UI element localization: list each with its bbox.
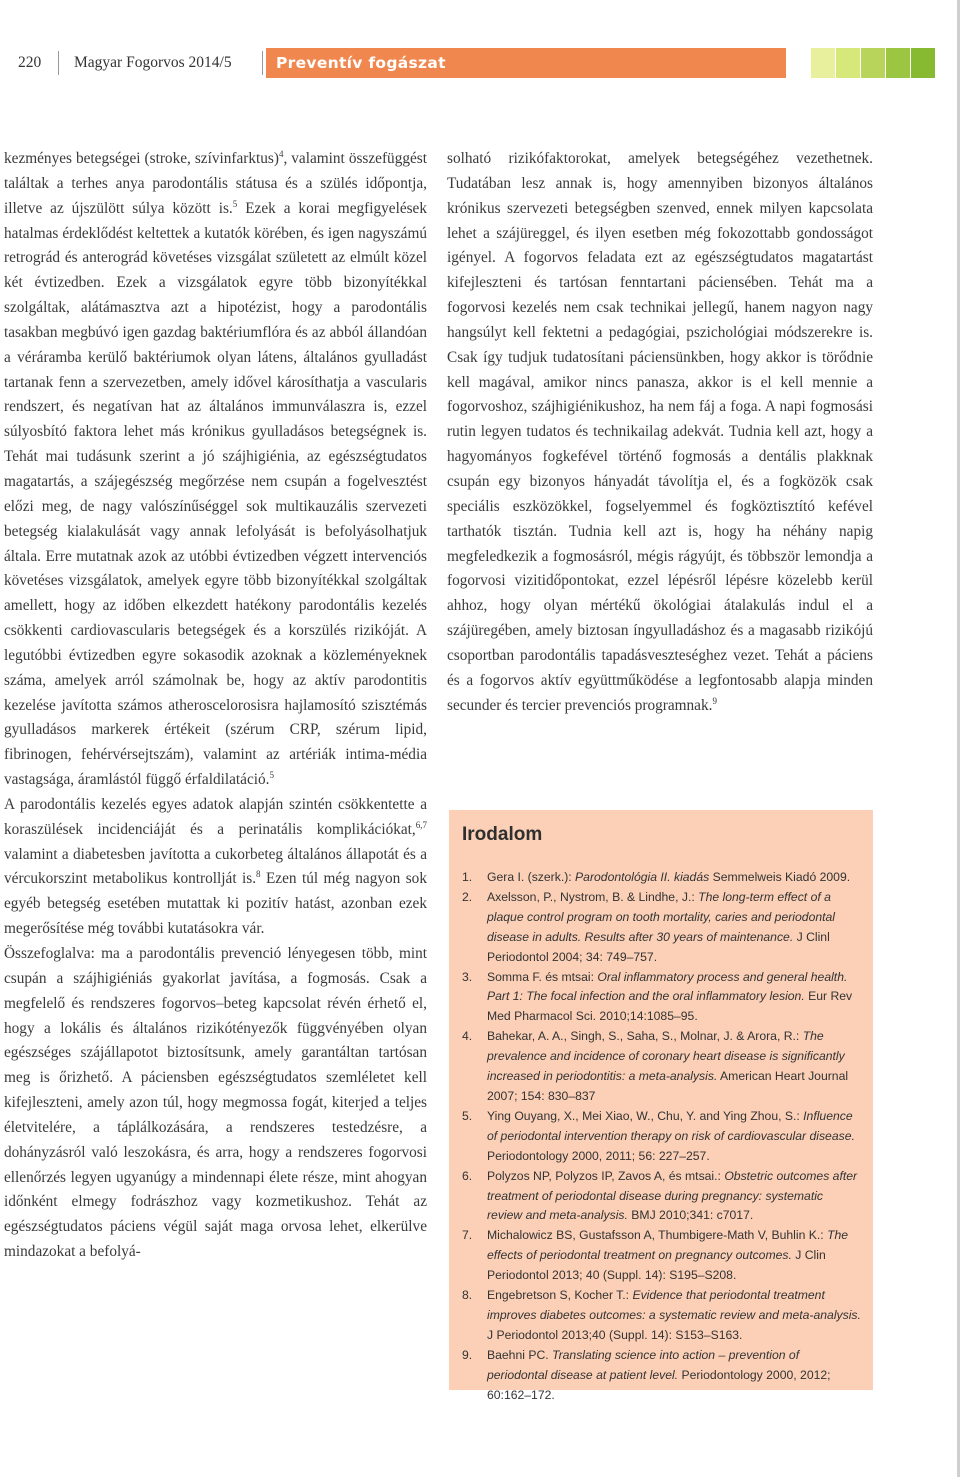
- reference-source: Semmelweis Kiadó 2009.: [709, 870, 851, 884]
- reference-authors: Axelsson, P., Nystrom, B. & Lindhe, J.:: [487, 889, 699, 904]
- reference-authors: Baehni PC.: [487, 1347, 553, 1362]
- reference-item: [462, 1027, 861, 1107]
- text-run: solható rizikófaktorokat, amelyek betegségéhez vezethetnek. Tudatában lesz annak is, hogy amennyiben bizonyos általános krónikus szervezeti betegségben szenved, ennek milyen kapcsolata lehet a szájüreggel, és ilyen esetben még fokozottabb gondosságot igényel. A fogorvos feladata ezt az egészségtudatos magatartást kifejleszteni és tartósan fenntartani páciensében. Tehát ma a fogorvosi kezelés nem csak technikai jellegű, hanem nagyon nagy hangsúlyt kell fektetni a pedagógiai, pszichológiai módszerekre is. Csak így tudjuk tudatosítani páciensünkben, hogy akkor is törődnie kell magával, amikor nincs panasza, akkor is el kell mennie a fogorvoshoz, szájhigiénikushoz, ha nem fáj a foga. A napi fogmosási rutin legyen tudatos és technikailag adekvát. Tudnia kell azt, hogy a hagyományos fogkefével történő fogmosás a dentális plakknak csupán egy bizonyos hányadát távolítja el, és a fogközök csak speciális eszközökkel, fogselyemmel és fogköztisztító kefével tarthatók tisztán. Tudnia kell azt is, hogy ha néhány napig megfeledkezik a fogmosásról, mégis rágyújt, és többször lemondja a fogorvosi vizitidőpontokat, ezzel lépésről lépésre közelebb kerül ahhoz, hogy olyan mértékű ökológiai átalakulás indul el a szájüregében, amely biztosan íngyulladáshoz és a magasabb rizikójú csoportban parodontális tapadásveszteséghez vezet. Tehát a páciens és a fogorvos aktív együttműködése a legfontosabb alapja minden secunder és tercier prevenciós programnak.: [447, 150, 873, 714]
- reference-authors: Somma F. és mtsai:: [487, 969, 598, 984]
- reference-item: [462, 888, 861, 968]
- citation: 6,7: [415, 819, 427, 830]
- reference-source: Periodontology 2000, 2011; 56: 227–257.: [487, 1148, 710, 1163]
- color-swatch: [836, 48, 860, 78]
- journal-title: Magyar Fogorvos 2014/5: [74, 54, 232, 71]
- reference-number: 5.: [462, 1108, 473, 1123]
- page-header: [0, 48, 960, 78]
- reference-item: [462, 868, 861, 888]
- section-title: Preventív fogászat: [266, 48, 786, 78]
- reference-authors: Polyzos NP, Polyzos IP, Zavos A, és mtsai.:: [487, 1168, 725, 1183]
- reference-item: [462, 1226, 861, 1286]
- body-paragraph: [4, 793, 427, 942]
- text-run: Ezen túl még nagyon sok egyéb betegség esetében mutattak ki pozitív hatást, azonban ezek megerősítése még további kutatásokra vár.: [4, 870, 427, 938]
- color-swatch: [811, 48, 835, 78]
- reference-authors: Ying Ouyang, X., Mei Xiao, W., Chu, Y. and Ying Zhou, S.:: [487, 1108, 804, 1123]
- reference-source: J Clin Periodontol 2013; 40 (Suppl. 14): S195–S208.: [487, 1248, 826, 1283]
- reference-title: Influence of periodontal intervention therapy on risk of cardiovascular disease.: [487, 1108, 855, 1143]
- reference-authors: Michalowicz BS, Gustafsson A, Thumbigere-Math V, Buhlin K.:: [487, 1228, 828, 1243]
- citation: 9: [712, 695, 717, 706]
- references-title: Irodalom: [462, 824, 543, 845]
- citation: 4: [278, 149, 284, 159]
- citation: 5: [232, 198, 238, 209]
- right-text-column: [447, 147, 873, 718]
- reference-title: Obstetric outcomes after treatment of periodontal disease during pregnancy: systematic review and meta-analysis.: [487, 1168, 858, 1223]
- reference-number: 7.: [462, 1228, 473, 1243]
- reference-source: BMJ 2010;341: c7017.: [627, 1208, 754, 1223]
- text-run: valamint a diabetesben javította a cukorbeteg általános állapotát és a vércukorszint metabolikus kontrollját is.: [4, 845, 427, 888]
- reference-source: J Periodontol 2013;40 (Suppl. 14): S153–S163.: [487, 1327, 743, 1342]
- reference-number: 6.: [462, 1168, 473, 1183]
- reference-title: Oral inflammatory process and general health. Part 1: The focal infection and the oral inflammatory lesion.: [487, 969, 848, 1004]
- body-paragraph: [4, 147, 427, 793]
- text-run: kezményes betegségei (stroke, szívinfarktus): [4, 150, 279, 167]
- text-run: , valamint összefüggést találtak a terhes anya parodontális státusa és a szülés időpontja, illetve az újszülött súlya között is.: [4, 150, 427, 217]
- reference-source: Periodontology 2000, 2012; 60:162–172.: [487, 1367, 831, 1402]
- citation: 8: [256, 869, 261, 880]
- text-run: A parodontális kezelés egyes adatok alapján szintén csökkentette a koraszülések incidenciáját és a perinatális komplikációkat,: [4, 795, 427, 838]
- references-box: [449, 810, 873, 1402]
- header-divider: [58, 51, 59, 75]
- text-run: Ezek a korai megfigyelések hatalmas érdeklődést keltettek a kutatók körében, és igen nagyszámú retrográd és anterográd követéses vizsgálat született az elmúlt közel két évtizedben. Ezek a vizsgálatok egyre több bizonyítékkal szolgáltak, alátámasztva azt a hipotézist, hogy a parodontális tasakban megbúvó igen gazdag baktériumflóra és az abból állandóan a véráramba kerülő baktériumok olyan látens, általános gyulladást tartanak fenn a szervezetben, amely idővel károsíthatja a vascularis rendszert, és negatívan hat az általános immunválaszra is, ezzel súlyosbító faktora lehet más krónikus gyulladásos betegségnek is. Tehát mai tudásunk szerint a jó szájhigiénia, az egészségtudatos magatartás, a szájegészség megőrzése nem csupán a fogelvesztést előzi meg, de nagy valószínűséggel sok multikauzális szervezeti betegség kialakulását vagy annak lefolyását is befolyásolhatjuk általa. Erre mutatnak azok az utóbbi évtizedben végzett intervenciós követéses vizsgálatok, amelyek egyre több bizonyítékkal szolgáltak amellett, hogy az időben elkezdett hatékony parodontális kezelés csökkenti cardiovascularis betegségek és a korszülés rizikóját. A legutóbbi évtizedben egyre sokasodik azoknak a közleményeknek száma, amelyek arról számolnak be, hogy az aktív parodontitis kezelése javította számos atheroscelorosisra hajlamosító szisztémás gyulladásos markerek értékeit (szérum CRP, szérum lipid, fibrinogen, fehérvérsejtszám), valamint az artériák intima-média vastagsága, áramlástól függő érfaldilatáció.: [4, 199, 427, 789]
- reference-item: [462, 1346, 861, 1406]
- reference-number: 8.: [462, 1288, 473, 1303]
- reference-source: American Heart Journal 2007; 154: 830–837: [487, 1069, 849, 1103]
- reference-item: [462, 1167, 861, 1227]
- reference-title: The long-term effect of a plaque control program on tooth mortality, caries and periodontal disease in adults. Results after 30 years of maintenance.: [487, 889, 835, 944]
- reference-title: Translating science into action – prevention of periodontal disease at patient level.: [487, 1347, 800, 1382]
- reference-number: 3.: [462, 969, 473, 984]
- page-number: 220: [18, 54, 42, 71]
- reference-source: J Clinl Periodontol 2004; 34: 749–757.: [487, 929, 830, 964]
- reference-authors: Engebretson S, Kocher T.:: [487, 1288, 633, 1303]
- body-paragraph: Összefoglalva: ma a parodontális prevenció lényegesen több, mint csupán a szájhigiéniás gyakorlat javítása, a fogmosás. Csak a megfelelő és rendszeres fogorvos–beteg kapcsolat révén érhető el, hogy a lokális és általános rizikótényezők függvényében olyan egészséges szájállapotot biztosítsunk, amely garantáltan tartósan meg is őrizhető. A páciensben egészségtudatos szemléletet kell kifejleszteni, amely azon túl, hogy megmossa fogát, kiterjed a teljes életvitelére, a táplálkozására, a rendszeres testedzésre, a dohányzásról való leszokásra, és arra, hogy a rendszeres fogorvosi ellenőrzés legyen ugyanúgy a mindennapi élete része, mint ahogyan időnként elmegy fodrászhoz vagy kozmetikushoz. Tehát az egészségtudatos páciens végül saját maga orvosa lehet, elkerülve mindazokat a befolyá-: [4, 945, 427, 1261]
- reference-authors: Gera I. (szerk.):: [487, 870, 576, 884]
- citation: 5: [269, 770, 274, 781]
- reference-list: [462, 868, 861, 1405]
- body-paragraph: [447, 147, 873, 718]
- reference-title: Parodontológia II. kiadás: [575, 870, 710, 884]
- reference-item: [462, 1286, 861, 1346]
- reference-source: Eur Rev Med Pharmacol Sci. 2010;14:1085–95.: [487, 989, 853, 1024]
- reference-number: 9.: [462, 1347, 473, 1362]
- color-swatch: [911, 48, 935, 78]
- reference-title: Evidence that periodontal treatment improves diabetes outcomes: a systematic review and meta-analysis.: [487, 1288, 861, 1322]
- reference-authors: Bahekar, A. A., Singh, S., Saha, S., Molnar, J. & Arora, R.:: [487, 1029, 803, 1044]
- reference-title: The effects of periodontal treatment on pregnancy outcomes.: [487, 1228, 849, 1263]
- color-swatch: [886, 48, 910, 78]
- header-divider: [262, 51, 263, 75]
- reference-item: [462, 1107, 861, 1167]
- color-swatch: [861, 48, 885, 78]
- reference-number: 4.: [462, 1029, 473, 1044]
- reference-item: [462, 968, 861, 1028]
- reference-number: 1.: [462, 870, 473, 884]
- left-text-column: [4, 147, 427, 1265]
- reference-number: 2.: [462, 889, 473, 904]
- reference-title: The prevalence and incidence of coronary heart disease is significantly increased in periodontitis: a meta-analysis.: [487, 1029, 845, 1084]
